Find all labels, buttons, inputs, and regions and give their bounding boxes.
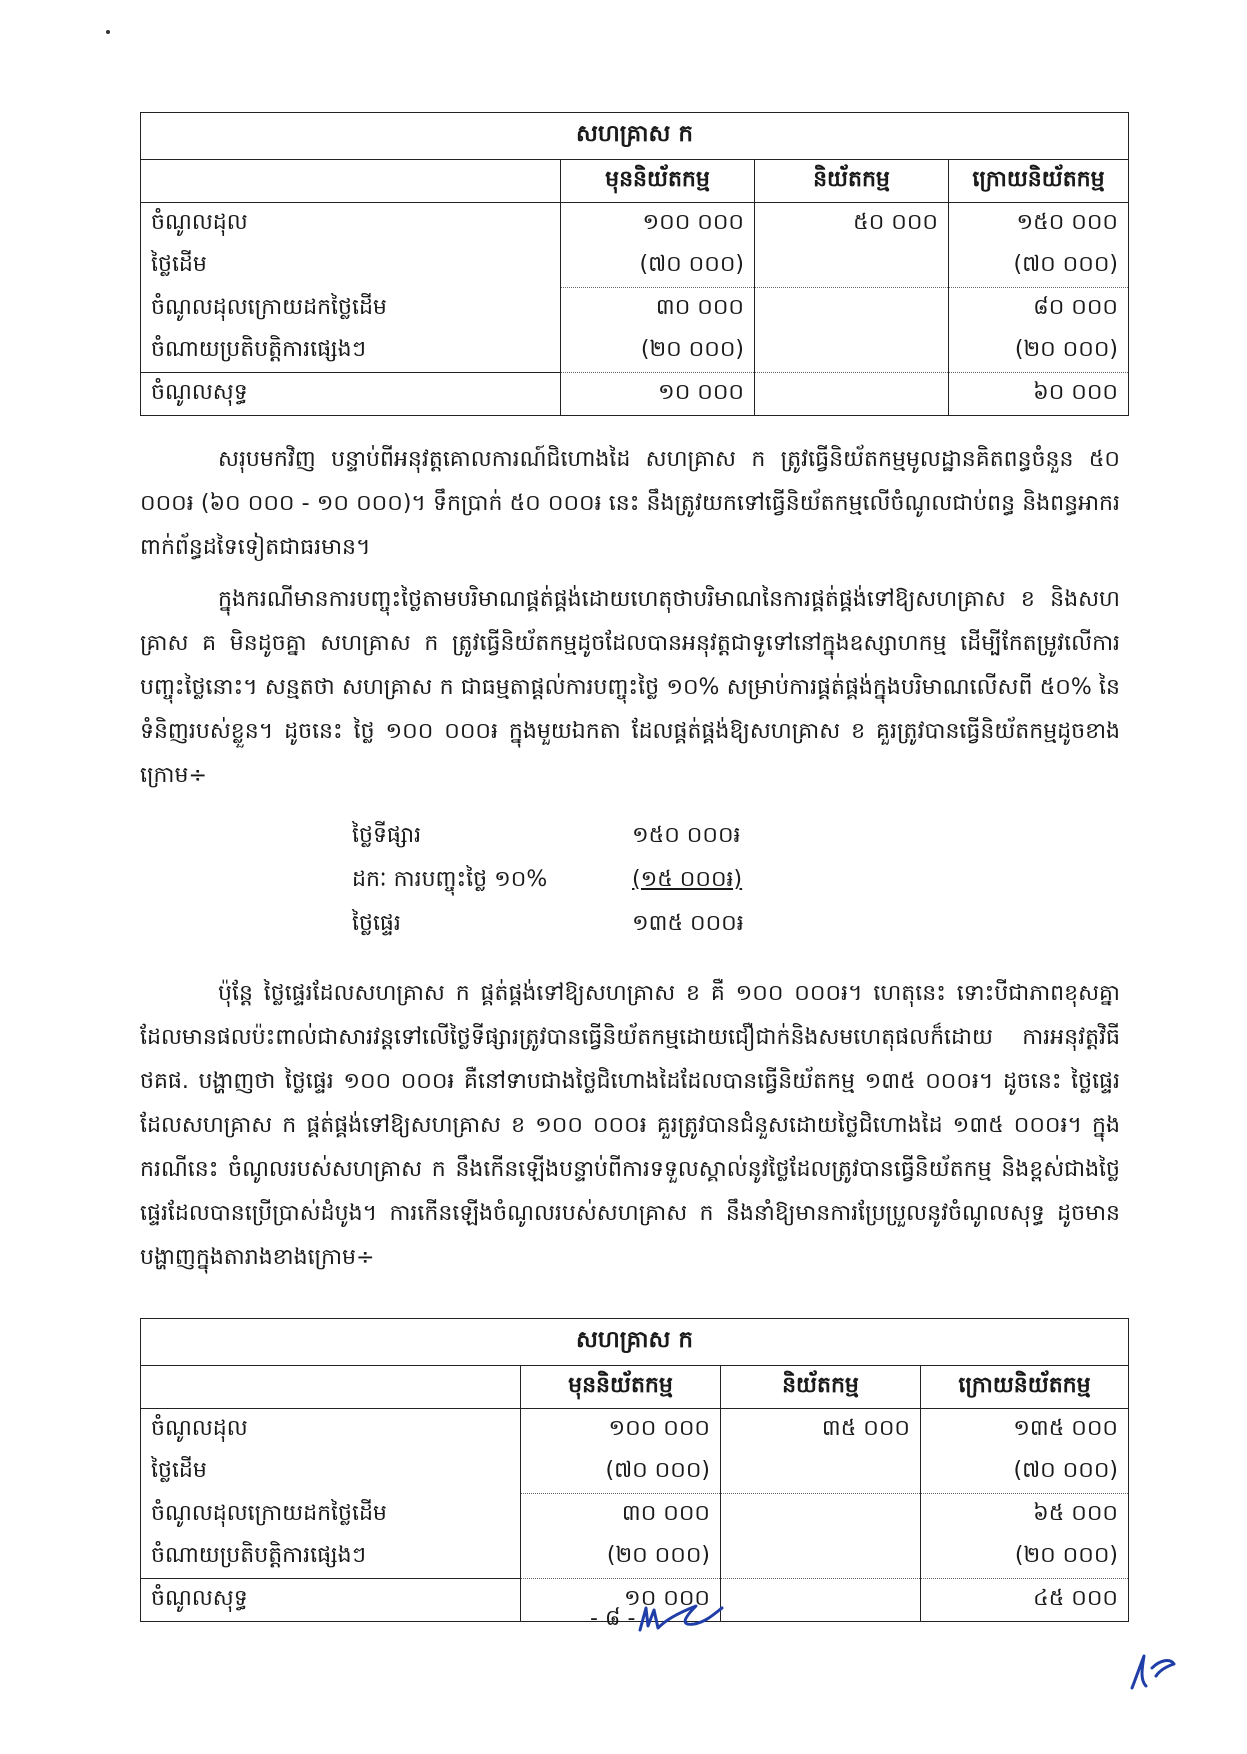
value-after: (២០ ០០០) [921, 1536, 1129, 1579]
header-blank [141, 1366, 521, 1409]
row-label: ចំណូលសុទ្ធ [141, 1579, 521, 1622]
value-before: ១០០ ០០០ [521, 1409, 721, 1452]
value-after: ១៣៥ ០០០ [921, 1409, 1129, 1452]
value-adjustment [721, 1451, 921, 1494]
value-adjustment [721, 1536, 921, 1579]
row-label: ចំណូលដុលក្រោយដកថ្លៃដើម [141, 1494, 521, 1537]
value-adjustment [755, 245, 949, 288]
calc-row [352, 815, 832, 859]
header-before: មុននិយ័តកម្ម [521, 1366, 721, 1409]
page-number: - ៨ - [590, 1606, 636, 1631]
table-row [141, 245, 1129, 288]
paragraph-3 [140, 972, 1120, 1280]
calc-value: ១៣៥ ០០០៛ [632, 911, 744, 936]
header-adjustment: និយ័តកម្ម [721, 1366, 921, 1409]
value-after: (២០ ០០០) [949, 330, 1129, 373]
value-after: (៧០ ០០០) [949, 245, 1129, 288]
row-label: ថ្លៃដើម [141, 1451, 521, 1494]
handwritten-initials-signature [636, 1600, 726, 1640]
calc-label: ដកៈ ការបញ្ចុះថ្លៃ ១០% [352, 867, 548, 892]
value-before: ៣០ ០០០ [561, 288, 755, 331]
header-after: ក្រោយនិយ័តកម្ម [949, 160, 1129, 203]
header-adjustment: និយ័តកម្ម [755, 160, 949, 203]
value-adjustment [721, 1494, 921, 1537]
value-before: (២០ ០០០) [521, 1536, 721, 1579]
financial-table-1 [140, 112, 1129, 416]
row-label: ចំណូលដុល [141, 1409, 521, 1452]
value-after: ៤៥ ០០០ [921, 1579, 1129, 1622]
row-label: ចំណាយប្រតិបត្តិការផ្សេងៗ [141, 330, 561, 373]
table-row [141, 330, 1129, 373]
calc-value: (១៥ ០០០៛) [632, 867, 743, 892]
paragraph-1 [140, 438, 1120, 570]
value-adjustment: ៥០ ០០០ [755, 203, 949, 246]
row-label: ចំណូលដុលក្រោយដកថ្លៃដើម [141, 288, 561, 331]
table-row [141, 288, 1129, 331]
value-adjustment [755, 288, 949, 331]
value-after: ១៥០ ០០០ [949, 203, 1129, 246]
table-row [141, 1494, 1129, 1537]
scan-speck [106, 30, 110, 34]
table-title: សហគ្រាស ក [141, 113, 1129, 160]
table-title: សហគ្រាស ក [141, 1319, 1129, 1366]
calc-row [352, 903, 832, 947]
paragraph-text: សរុបមកវិញ បន្ទាប់ពីអនុវត្តគោលការណ៍ជិហោងដៃ សហគ្រាស ក ត្រូវធ្វើនិយ័តកម្មមូលដ្ឋានគិតពន្ធចំនួន ៥០ ០០០៛ (៦០ ០០០ - ១០ ០០០)។ ទឹកប្រាក់ ៥០ ០០០៛ នេះ នឹងត្រូវយកទៅធ្វើនិយ័តកម្មលើចំណូលជាប់ពន្ធ និងពន្ធអាករពាក់ព័ន្ធដទៃទៀតជាធរមាន។ [140, 447, 1120, 560]
calc-label: ថ្លៃផ្ទេរ [352, 911, 401, 936]
calc-row [352, 859, 832, 903]
header-after: ក្រោយនិយ័តកម្ម [921, 1366, 1129, 1409]
paragraph-text: ប៉ុន្តែ ថ្លៃផ្ទេរដែលសហគ្រាស ក ផ្គត់ផ្គង់ទៅឱ្យសហគ្រាស ខ គឺ ១០០ ០០០៛។ ហេតុនេះ ទោះបីជាភាពខុសគ្នាដែលមានផលប៉ះពាល់ជាសារវន្តទៅលើថ្លៃទីផ្សារត្រូវបានធ្វើនិយ័តកម្មដោយជឿជាក់និងសមហេតុផលក៏ដោយ ការអនុវត្តវិធី ថគផ. បង្ហាញថា ថ្លៃផ្ទេរ ១០០ ០០០៛ គឺនៅទាបជាងថ្លៃជិហោងដៃដែលបានធ្វើនិយ័តកម្ម ១៣៥ ០០០៛។ ដូចនេះ ថ្លៃផ្ទេរដែលសហគ្រាស ក ផ្គត់ផ្គង់ទៅឱ្យសហគ្រាស ខ ១០០ ០០០៛ គួរត្រូវបានជំនួសដោយថ្លៃជិហោងដៃ ១៣៥ ០០០៛។ ក្នុងករណីនេះ ចំណូលរបស់សហគ្រាស ក នឹងកើនឡើងបន្ទាប់ពីការទទួលស្គាល់នូវថ្លៃដែលត្រូវបានធ្វើនិយ័តកម្ម និងខ្ពស់ជាងថ្លៃផ្ទេរដែលបានប្រើប្រាស់ដំបូង។ ការកើនឡើងចំណូលរបស់សហគ្រាស ក នឹងនាំឱ្យមានការប្រែប្រួលនូវចំណូលសុទ្ធ ដូចមានបង្ហាញក្នុងតារាងខាងក្រោម÷ [140, 981, 1120, 1270]
value-before: ១០០ ០០០ [561, 203, 755, 246]
value-after: (៧០ ០០០) [921, 1451, 1129, 1494]
table-row-total [141, 373, 1129, 416]
table-row [141, 1409, 1129, 1452]
header-before: មុននិយ័តកម្ម [561, 160, 755, 203]
calc-value: ១៥០ ០០០៛ [632, 823, 741, 848]
table-row [141, 1536, 1129, 1579]
value-after: ៦៥ ០០០ [921, 1494, 1129, 1537]
price-calculation [352, 815, 832, 947]
table-row [141, 203, 1129, 246]
row-label: ចំណូលដុល [141, 203, 561, 246]
value-before: ១០ ០០០ [561, 373, 755, 416]
financial-table-2 [140, 1318, 1129, 1622]
handwritten-initials-corner [1126, 1650, 1182, 1694]
row-label: ថ្លៃដើម [141, 245, 561, 288]
paragraph-text: ក្នុងករណីមានការបញ្ចុះថ្លៃតាមបរិមាណផ្គត់ផ្គង់ដោយហេតុថាបរិមាណនៃការផ្គត់ផ្គង់ទៅឱ្យសហគ្រាស ខ និងសហគ្រាស គ មិនដូចគ្នា សហគ្រាស ក ត្រូវធ្វើនិយ័តកម្មដូចដែលបានអនុវត្តជាទូទៅនៅក្នុងឧស្សាហកម្ម ដើម្បីកែតម្រូវលើការបញ្ចុះថ្លៃនោះ។ សន្មតថា សហគ្រាស ក ជាធម្មតាផ្តល់ការបញ្ចុះថ្លៃ ១០% សម្រាប់ការផ្គត់ផ្គង់ក្នុងបរិមាណលើសពី ៥០% នៃទំនិញរបស់ខ្លួន។ ដូចនេះ ថ្លៃ ១០០ ០០០៛ ក្នុងមួយឯកតា ដែលផ្គត់ផ្គង់ឱ្យសហគ្រាស ខ គួរត្រូវបានធ្វើនិយ័តកម្មដូចខាងក្រោម÷ [140, 587, 1120, 788]
value-before: (៧០ ០០០) [561, 245, 755, 288]
value-before: ៣០ ០០០ [521, 1494, 721, 1537]
value-adjustment [721, 1579, 921, 1622]
paragraph-2 [140, 578, 1120, 798]
header-blank [141, 160, 561, 203]
row-label: ចំណូលសុទ្ធ [141, 373, 561, 416]
value-adjustment [755, 373, 949, 416]
table-row [141, 1451, 1129, 1494]
value-after: ៨០ ០០០ [949, 288, 1129, 331]
row-label: ចំណាយប្រតិបត្តិការផ្សេងៗ [141, 1536, 521, 1579]
value-before: (២០ ០០០) [561, 330, 755, 373]
value-adjustment: ៣៥ ០០០ [721, 1409, 921, 1452]
value-before: ១០ ០០០ [521, 1579, 721, 1622]
value-after: ៦០ ០០០ [949, 373, 1129, 416]
calc-label: ថ្លៃទីផ្សារ [352, 823, 422, 848]
value-adjustment [755, 330, 949, 373]
value-before: (៧០ ០០០) [521, 1451, 721, 1494]
